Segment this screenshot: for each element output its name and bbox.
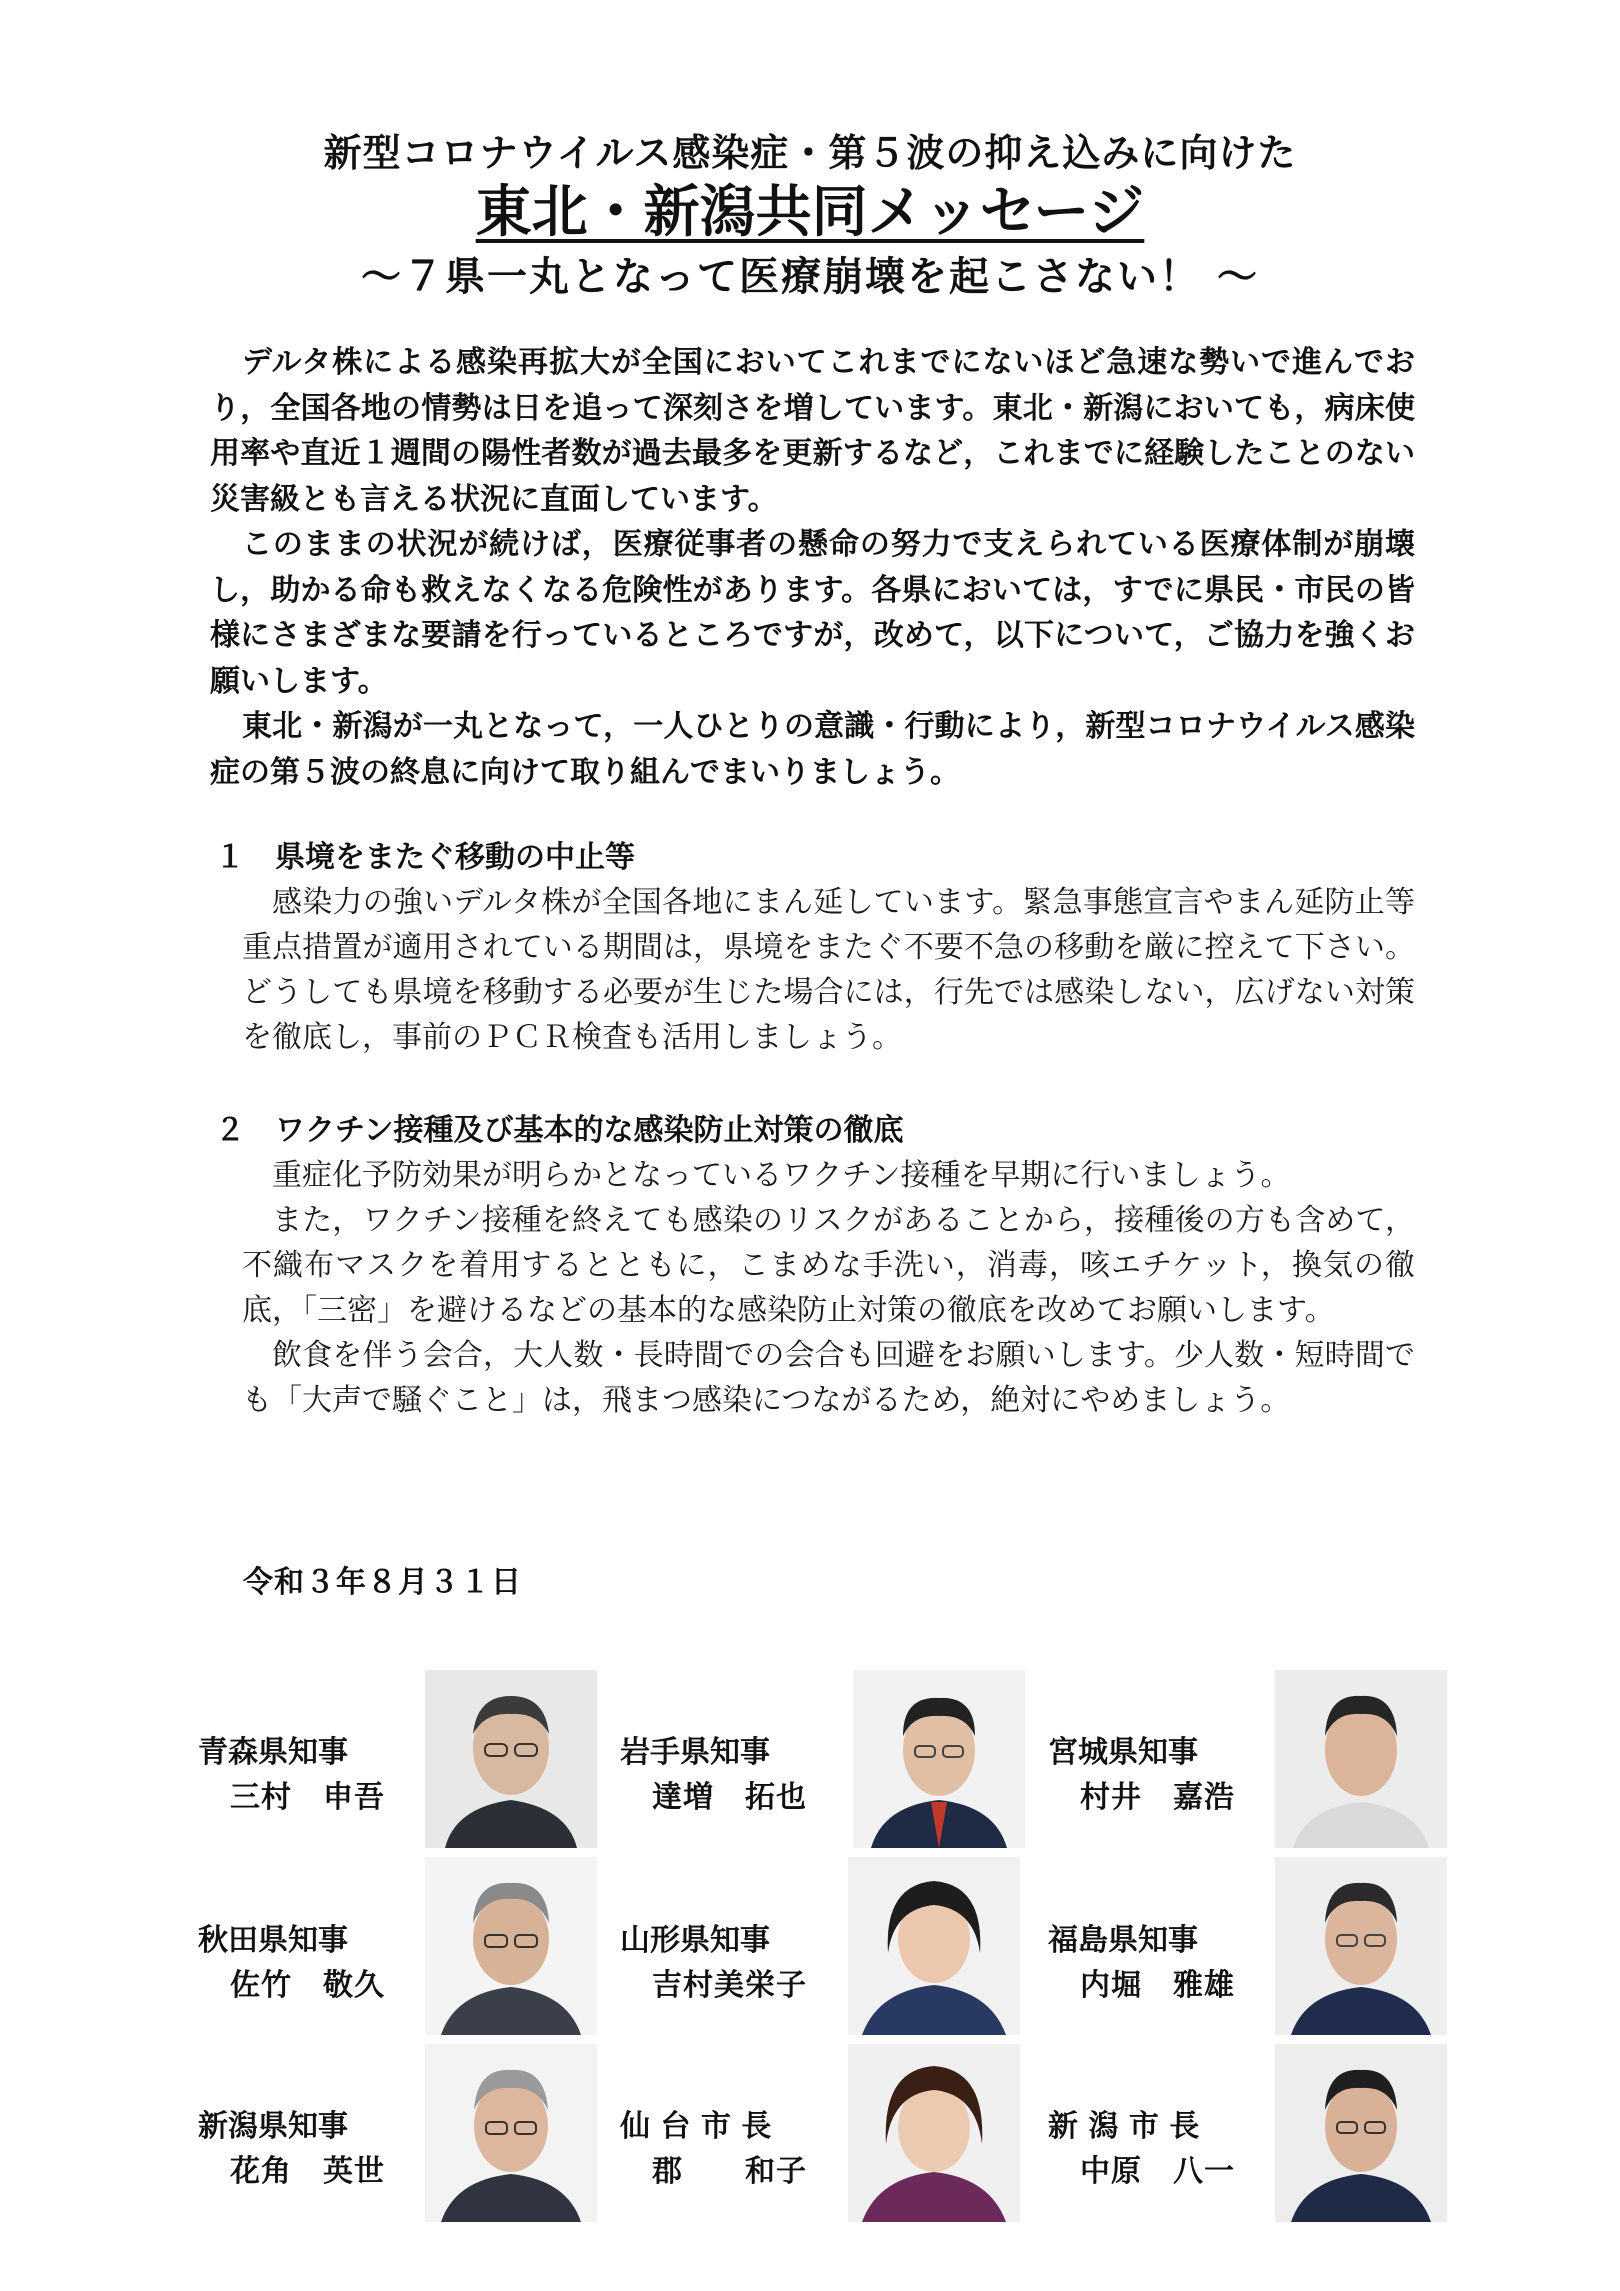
- signatory-name: 花角 英世: [230, 2154, 385, 2189]
- intro-text: [210, 340, 1415, 795]
- signatory-niigata-mayor: [1048, 2104, 1235, 2194]
- signatory-name: 佐竹 敬久: [230, 1968, 385, 2003]
- signatory-name: 吉村美栄子: [652, 1968, 807, 2003]
- signatory-title: 仙 台 市 長: [620, 2109, 772, 2144]
- signatory-niigata-governor: [198, 2104, 385, 2194]
- signatory-name: 中原 八一: [1080, 2154, 1235, 2189]
- portrait-photo: [1275, 1670, 1447, 1848]
- signatory-title: 秋田県知事: [198, 1923, 348, 1958]
- portrait-photo: [1275, 1857, 1447, 2035]
- document-date: 令和３年８月３１日: [243, 1565, 522, 1600]
- document-title: [0, 168, 1620, 248]
- section-heading: [215, 1108, 1415, 1153]
- signatory-yamagata: [620, 1918, 807, 2008]
- signatory-title: 新潟県知事: [198, 2109, 348, 2144]
- portrait-photo: [848, 2044, 1020, 2222]
- signatory-name: 達増 拓也: [652, 1780, 807, 1815]
- signatory-aomori: [198, 1730, 385, 1820]
- intro-paragraph: 東北・新潟が一丸となって，一人ひとりの意識・行動により，新型コロナウイルス感染症の第５波の終息に向けて取り組んでまいりましょう。: [210, 709, 1415, 790]
- section-heading-text: ワクチン接種及び基本的な感染防止対策の徹底: [275, 1113, 904, 1148]
- signatory-title: 青森県知事: [198, 1735, 348, 1770]
- section-heading: [215, 835, 1415, 880]
- section-travel: [215, 835, 1415, 1060]
- signatory-name: 村井 嘉浩: [1080, 1780, 1235, 1815]
- portrait-photo: [425, 2044, 597, 2222]
- portrait-photo: [425, 1670, 597, 1848]
- section-number: １: [215, 840, 245, 875]
- portrait-photo: [425, 1857, 597, 2035]
- signatory-title: 宮城県知事: [1048, 1735, 1198, 1770]
- intro-paragraph: このままの状況が続けば，医療従事者の懸命の努力で支えられている医療体制が崩壊し，助かる命も救えなくなる危険性があります。各県においては，すでに県民・市民の皆様にさまざまな要請を行っているところですが，改めて，以下について，ご協力を強くお願いします。: [210, 527, 1415, 699]
- signatory-miyagi: [1048, 1730, 1235, 1820]
- document-tagline: ～７県一丸となって医療崩壊を起こさない！ ～: [361, 254, 1259, 300]
- signatory-title: 岩手県知事: [620, 1735, 770, 1770]
- signatory-akita: [198, 1918, 385, 2008]
- signatory-title: 山形県知事: [620, 1923, 770, 1958]
- portrait-photo: [1275, 2044, 1447, 2222]
- section-paragraph: 飲食を伴う会合，大人数・長時間での会合も回避をお願いします。少人数・短時間でも「大声で騒ぐこと」は，飛まつ感染につながるため，絶対にやめましょう。: [242, 1338, 1415, 1418]
- signatory-title: 福島県知事: [1048, 1923, 1198, 1958]
- signatory-name: 郡 和子: [652, 2154, 807, 2189]
- section-paragraph: 感染力の強いデルタ株が全国各地にまん延しています。緊急事態宣言やまん延防止等重点措置が適用されている期間は，県境をまたぐ不要不急の移動を厳に控えて下さい。どうしても県境を移動する必要が生じた場合には，行先では感染しない，広げない対策を徹底し，事前のＰＣＲ検査も活用しましょう。: [242, 885, 1415, 1055]
- section-heading-text: 県境をまたぐ移動の中止等: [275, 840, 635, 875]
- signatory-name: 内堀 雅雄: [1080, 1968, 1235, 2003]
- section-vaccine: [215, 1108, 1415, 1423]
- section-body: [215, 1153, 1415, 1423]
- document-title-text: 東北・新潟共同メッセージ: [475, 180, 1145, 245]
- section-paragraph: また，ワクチン接種を終えても感染のリスクがあることから，接種後の方も含めて，不織布マスクを着用するとともに，こまめな手洗い，消毒，咳エチケット，換気の徹底，「三密」を避けるなどの基本的な感染防止対策の徹底を改めてお願いします。: [242, 1203, 1415, 1328]
- intro-paragraph: デルタ株による感染再拡大が全国においてこれまでにないほど急速な勢いで進んでおり，全国各地の情勢は日を追って深刻さを増しています。東北・新潟においても，病床使用率や直近１週間の陽性者数が過去最多を更新するなど，これまでに経験したことのない災害級とも言える状況に直面しています。: [210, 345, 1415, 517]
- signatory-fukushima: [1048, 1918, 1235, 2008]
- signatory-title: 新 潟 市 長: [1048, 2109, 1200, 2144]
- portrait-photo: [848, 1857, 1020, 2035]
- signatory-iwate: [620, 1730, 807, 1820]
- signatory-sendai-mayor: [620, 2104, 807, 2194]
- section-number: ２: [215, 1113, 245, 1148]
- document-subtitle: 新型コロナウイルス感染症・第５波の抑え込みに向けた: [323, 131, 1297, 175]
- portrait-photo: [853, 1670, 1025, 1848]
- section-paragraph: 重症化予防効果が明らかとなっているワクチン接種を早期に行いましょう。: [272, 1158, 1291, 1193]
- signatory-name: 三村 申吾: [230, 1780, 385, 1815]
- section-body: [215, 880, 1415, 1060]
